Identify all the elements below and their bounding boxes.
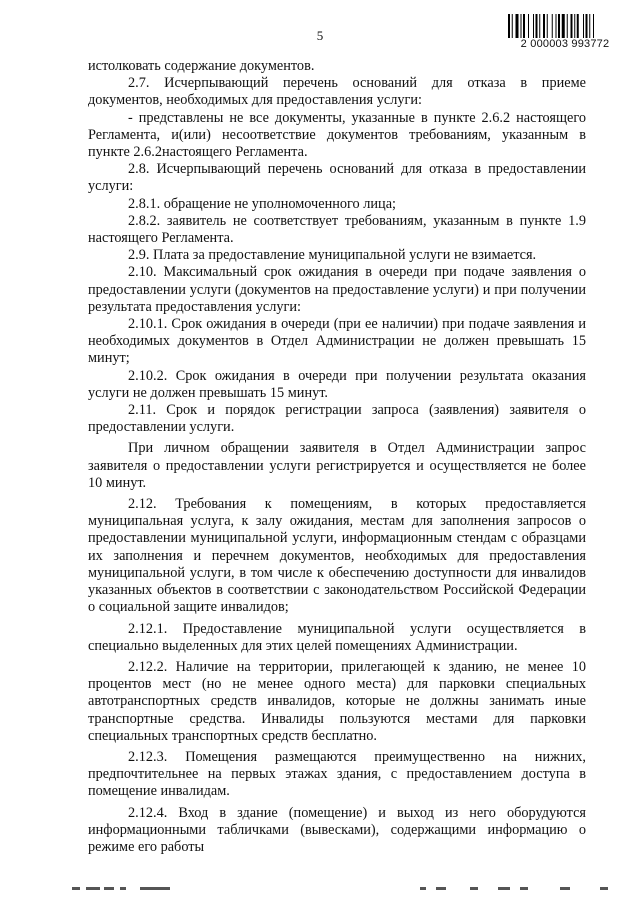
barcode-bar [589,14,590,38]
barcode-bar [533,14,534,38]
barcode-bar [547,14,548,38]
barcode-bar [508,14,510,38]
barcode-bar [516,14,519,38]
barcode-bar [543,14,545,38]
barcode-bar [593,14,594,38]
paragraph: 2.11. Срок и порядок регистрации запроса (заявления) заявителя о предоставлении услуги. [88,402,586,436]
document-body [88,58,586,856]
barcode-digits: 2 000003 993772 [520,38,610,50]
barcode-bar [562,14,565,38]
paragraph: 2.12.3. Помещения размещаются преимущественно на нижних, предпочтительнее на первых этажах здания, с предоставлением доступа в помещение инвалидам. [88,748,586,800]
paragraph: При личном обращении заявителя в Отдел Администрации запрос заявителя о предоставлении услуги регистрируется и осуществляется не более 10 минут. [88,440,586,491]
barcode-bar [528,14,529,38]
barcode-bar [539,14,540,38]
barcode-bar [577,14,579,38]
barcode-bar [567,14,568,38]
paragraph: 2.8. Исчерпывающий перечень оснований для отказа в предоставлении услуги: [88,161,586,195]
barcode-bar [556,14,557,38]
paragraph: истолковать содержание документов. [88,58,315,74]
barcode-bar [523,14,525,38]
barcode-bar [558,14,560,38]
barcode-bar [586,14,588,38]
barcode-bar [536,14,538,38]
paragraph: 2.12.2. Наличие на территории, прилегающей к зданию, не менее 10 процентов мест (но не менее одного места) для парковки специальных автотранспортных средств инвалидов, которые не должны занимать иные транспортные средства. Инвалиды пользуются местами для парковки специальных транспортных средств бесплатно. [88,658,586,744]
paragraph: 2.9. Плата за предоставление муниципальной услуги не взимается. [128,247,537,264]
barcode-bar [512,14,513,38]
paragraph: 2.8.2. заявитель не соответствует требованиям, указанным в пункте 1.9 настоящего Регламента. [88,212,586,247]
paragraph: 2.8.1. обращение не уполномоченного лица; [128,195,397,212]
paragraph: 2.12. Требования к помещениям, в которых предоставляется муниципальная услуга, к залу ожидания, местам для заполнения запросов о предоставлении муниципальной услуги, информационным стендам с образцами их заполнения и перечнем документов, необходимых для предоставления муниципальной услуги, в том числе к обеспечению доступности для инвалидов указанных объектов в соответствии с законодательством Российской Федерации о социальной защите инвалидов; [88,496,586,616]
paragraph: 2.12.4. Вход в здание (помещение) и выход из него оборудуются информационными табличками (вывесками), содержащими информацию о режиме его работы [88,804,586,855]
barcode-icon [508,14,620,38]
paragraph: 2.10. Максимальный срок ожидания в очереди при подаче заявления о предоставлении услуги (документов на предоставление услуги) и при получении результата предоставления услуги: [88,264,586,315]
paragraph: 2.10.1. Срок ожидания в очереди (при ее наличии) при подаче заявления и необходимых документов в Отдел Администрации не должен превышать 15 минут; [88,316,586,367]
paragraph: 2.10.2. Срок ожидания в очереди при получении результата оказания услуги не должен превышать 15 минут. [88,367,586,401]
scan-artifacts [0,884,640,894]
barcode-bar [574,14,575,38]
paragraph: - представлены не все документы, указанные в пункте 2.6.2 настоящего Регламента, и(или) несоответствие документов требованиям, указанным в пункте 2.6.2настоящего Регламента. [88,109,586,161]
paragraph: 2.7. Исчерпывающий перечень оснований для отказа в приеме документов, необходимых для предоставления услуги: [88,75,586,109]
barcode-bar [521,14,522,38]
barcode-bar [571,14,573,38]
page-number: 5 [316,28,324,43]
barcode-bar [583,14,584,38]
paragraph: 2.12.1. Предоставление муниципальной услуги осуществляется в специально выделенных для этих целей помещениях Администрации. [88,620,586,654]
barcode-bar [552,14,553,38]
